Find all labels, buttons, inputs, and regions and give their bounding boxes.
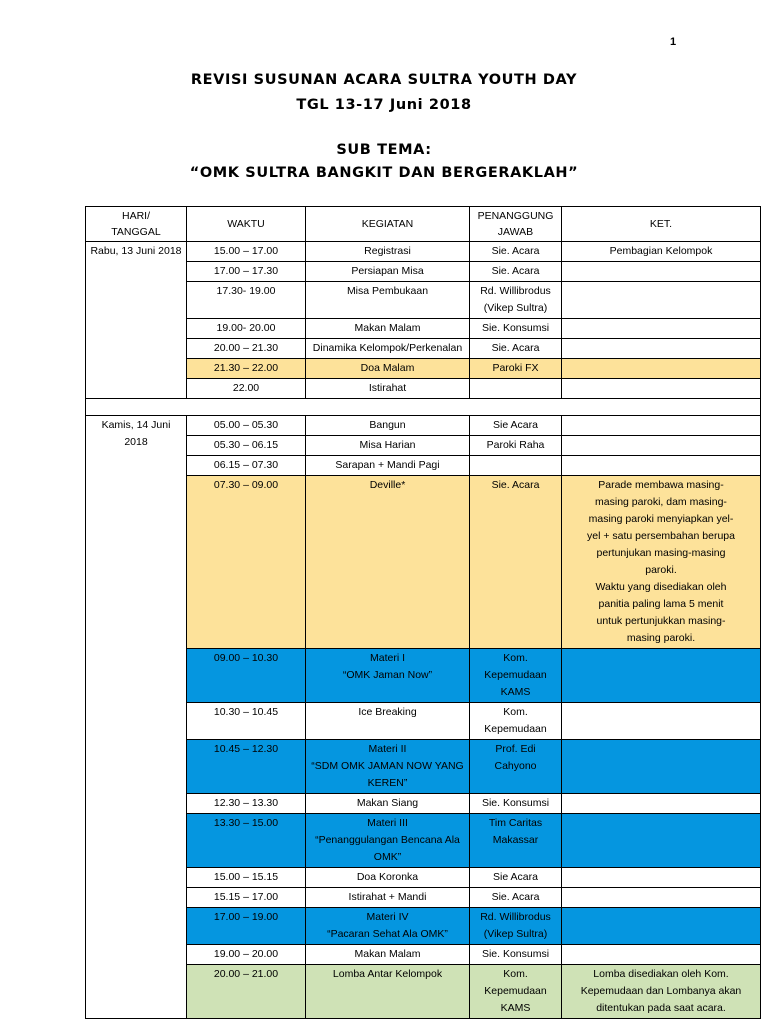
cell-line: Sie. Konsumsi [481, 797, 550, 809]
cell-line: Rd. Willibrodus [480, 285, 551, 297]
time-cell: 06.15 – 07.30 [187, 456, 306, 476]
header-day [86, 207, 187, 242]
cell-line: Prof. Edi [495, 743, 536, 755]
page-number: 1 [670, 36, 677, 48]
time-cell: 17.30- 19.00 [187, 282, 306, 319]
responsible-cell [470, 814, 562, 868]
cell-line: Sie. Acara [491, 891, 540, 903]
note-cell [562, 242, 761, 262]
cell-line: Sarapan + Mandi Pagi [335, 459, 440, 471]
cell-line: “OMK Jaman Now” [342, 669, 433, 681]
header-responsible [470, 207, 562, 242]
time-cell: 13.30 – 15.00 [187, 814, 306, 868]
cell-line: “Pacaran Sehat Ala OMK” [327, 928, 448, 940]
cell-line: Kom. [503, 968, 528, 980]
note-cell [562, 359, 761, 379]
time-cell: 17.00 – 19.00 [187, 908, 306, 945]
activity-cell [306, 319, 470, 339]
time-cell: 10.45 – 12.30 [187, 740, 306, 794]
table-row [86, 649, 761, 703]
activity-cell [306, 436, 470, 456]
responsible-cell [470, 794, 562, 814]
note-cell [562, 649, 761, 703]
cell-line: Persiapan Misa [351, 265, 424, 277]
cell-line: KEREN” [367, 777, 408, 789]
activity-cell [306, 814, 470, 868]
responsible-cell [470, 319, 562, 339]
header-resp-line2: JAWAB [497, 226, 534, 238]
activity-cell [306, 888, 470, 908]
note-cell [562, 319, 761, 339]
time-cell: 21.30 – 22.00 [187, 359, 306, 379]
cell-line: yel + satu persembahan berupa [587, 530, 735, 542]
cell-line: Kepemudaan [484, 723, 547, 735]
note-cell [562, 868, 761, 888]
table-row [86, 794, 761, 814]
cell-line: Kepemudaan [484, 985, 547, 997]
subtheme-label: SUB TEMA: [336, 142, 432, 158]
table-row [86, 703, 761, 740]
cell-line: OMK” [373, 851, 402, 863]
activity-cell [306, 416, 470, 436]
cell-line: Paroki Raha [486, 439, 545, 451]
time-cell: 15.15 – 17.00 [187, 888, 306, 908]
responsible-cell [470, 868, 562, 888]
cell-line: masing paroki, dam masing- [595, 496, 727, 508]
table-row [86, 436, 761, 456]
cell-line: (Vikep Sultra) [483, 302, 548, 314]
cell-line: Registrasi [364, 245, 411, 257]
note-cell [562, 262, 761, 282]
cell-line: (Vikep Sultra) [483, 928, 548, 940]
cell-line: Sie. Konsumsi [481, 322, 550, 334]
time-cell: 05.00 – 05.30 [187, 416, 306, 436]
cell-line: Materi IV [366, 911, 409, 923]
cell-line: Deville* [369, 479, 406, 491]
day-separator-cell [86, 399, 761, 416]
table-row [86, 814, 761, 868]
cell-line: Sie Acara [493, 419, 538, 431]
time-cell: 17.00 – 17.30 [187, 262, 306, 282]
time-cell: 12.30 – 13.30 [187, 794, 306, 814]
table-row [86, 908, 761, 945]
table-row [86, 945, 761, 965]
activity-cell [306, 359, 470, 379]
cell-line: Ice Breaking [358, 706, 417, 718]
cell-line: panitia paling lama 5 menit [598, 598, 724, 610]
note-cell [562, 740, 761, 794]
cell-line: Sie. Acara [491, 245, 540, 257]
time-cell: 22.00 [187, 379, 306, 399]
responsible-cell [470, 416, 562, 436]
activity-cell [306, 649, 470, 703]
header-day-line2: TANGGAL [111, 226, 161, 238]
activity-cell [306, 965, 470, 1019]
cell-line: Kepemudaan dan Lombanya akan [580, 985, 742, 997]
header-activity: KEGIATAN [306, 207, 470, 242]
note-cell [562, 814, 761, 868]
responsible-cell [470, 436, 562, 456]
cell-line: ditentukan pada saat acara. [596, 1002, 726, 1014]
table-row [86, 379, 761, 399]
document-title: REVISI SUSUNAN ACARA SULTRA YOUTH DAY [190, 72, 578, 88]
document-date-range: TGL 13-17 Juni 2018 [296, 97, 472, 113]
note-cell [562, 794, 761, 814]
activity-cell [306, 868, 470, 888]
day-date-cell [86, 242, 187, 399]
cell-line: masing paroki menyiapkan yel- [588, 513, 734, 525]
responsible-cell [470, 262, 562, 282]
table-row [86, 339, 761, 359]
cell-line: Bangun [369, 419, 406, 431]
schedule-body [86, 242, 761, 1019]
activity-cell [306, 456, 470, 476]
responsible-cell [470, 242, 562, 262]
time-cell: 19.00- 20.00 [187, 319, 306, 339]
table-row [86, 282, 761, 319]
cell-line: Rd. Willibrodus [480, 911, 551, 923]
cell-line: Makan Malam [354, 948, 421, 960]
cell-line: Pembagian Kelompok [609, 245, 713, 257]
activity-cell [306, 945, 470, 965]
time-cell: 05.30 – 06.15 [187, 436, 306, 456]
responsible-cell [470, 703, 562, 740]
responsible-cell [470, 740, 562, 794]
time-cell: 15.00 – 17.00 [187, 242, 306, 262]
cell-line: Istirahat [368, 382, 407, 394]
day1-date: Rabu, 13 Juni 2018 [90, 245, 182, 257]
day2-date-line1: Kamis, 14 Juni [101, 419, 171, 431]
table-row [86, 965, 761, 1019]
time-cell: 10.30 – 10.45 [187, 703, 306, 740]
note-cell [562, 888, 761, 908]
table-row [86, 476, 761, 649]
cell-line: untuk pertunjukkan masing- [596, 615, 726, 627]
cell-line: Makan Malam [354, 322, 421, 334]
time-cell: 20.00 – 21.30 [187, 339, 306, 359]
cell-line: “SDM OMK JAMAN NOW YANG [311, 760, 464, 772]
responsible-cell [470, 339, 562, 359]
table-row [86, 868, 761, 888]
note-cell [562, 965, 761, 1019]
day-separator-row [86, 399, 761, 416]
cell-line: Sie. Acara [491, 265, 540, 277]
note-cell [562, 908, 761, 945]
note-cell [562, 282, 761, 319]
cell-line: Misa Pembukaan [346, 285, 429, 297]
cell-line: KAMS [500, 1002, 531, 1014]
cell-line: Materi I [369, 652, 405, 664]
cell-line: “Penanggulangan Bencana Ala [315, 834, 460, 846]
header-note: KET. [562, 207, 761, 242]
responsible-cell [470, 945, 562, 965]
activity-cell [306, 339, 470, 359]
table-row [86, 456, 761, 476]
table-row [86, 416, 761, 436]
cell-line: paroki. [645, 564, 677, 576]
activity-cell [306, 262, 470, 282]
cell-line: masing paroki. [626, 632, 696, 644]
note-cell [562, 476, 761, 649]
day2-date-line2: 2018 [124, 436, 148, 448]
time-cell: 09.00 – 10.30 [187, 649, 306, 703]
responsible-cell [470, 888, 562, 908]
activity-cell [306, 379, 470, 399]
cell-line: Sie. Acara [491, 342, 540, 354]
cell-line: Sie Acara [493, 871, 538, 883]
activity-cell [306, 740, 470, 794]
subtheme-text: “OMK SULTRA BANGKIT DAN BERGERAKLAH” [189, 165, 579, 181]
day-date-cell [86, 416, 187, 1019]
cell-line: Tim Caritas [488, 817, 543, 829]
note-cell [562, 703, 761, 740]
cell-line: Lomba disediakan oleh Kom. [593, 968, 729, 980]
cell-line: Paroki FX [492, 362, 539, 374]
schedule-table [85, 206, 761, 1019]
cell-line: Dinamika Kelompok/Perkenalan [312, 342, 463, 354]
table-row [86, 359, 761, 379]
table-row [86, 888, 761, 908]
cell-line: Misa Harian [359, 439, 416, 451]
note-cell [562, 456, 761, 476]
cell-line: pertunjukan masing-masing [596, 547, 726, 559]
time-cell: 07.30 – 09.00 [187, 476, 306, 649]
cell-line: Kom. [503, 706, 528, 718]
cell-line: Sie. Acara [491, 479, 540, 491]
responsible-cell [470, 456, 562, 476]
note-cell [562, 945, 761, 965]
table-row [86, 242, 761, 262]
table-row [86, 740, 761, 794]
responsible-cell [470, 282, 562, 319]
cell-line: Kepemudaan [484, 669, 547, 681]
table-row [86, 262, 761, 282]
header-day-line1: HARI/ [121, 210, 150, 222]
cell-line: Lomba Antar Kelompok [332, 968, 443, 980]
time-cell: 19.00 – 20.00 [187, 945, 306, 965]
cell-line: Kom. [503, 652, 528, 664]
cell-line: Makassar [492, 834, 539, 846]
cell-line: Waktu yang disediakan oleh [595, 581, 727, 593]
note-cell [562, 436, 761, 456]
cell-line: Materi II [368, 743, 407, 755]
cell-line: Istirahat + Mandi [348, 891, 427, 903]
responsible-cell [470, 379, 562, 399]
note-cell [562, 416, 761, 436]
note-cell [562, 379, 761, 399]
activity-cell [306, 794, 470, 814]
activity-cell [306, 703, 470, 740]
responsible-cell [470, 965, 562, 1019]
cell-line: Makan Siang [356, 797, 419, 809]
activity-cell [306, 242, 470, 262]
time-cell: 15.00 – 15.15 [187, 868, 306, 888]
responsible-cell [470, 649, 562, 703]
header-resp-line1: PENANGGUNG [477, 210, 554, 222]
header-time: WAKTU [187, 207, 306, 242]
cell-line: Cahyono [494, 760, 537, 772]
time-cell: 20.00 – 21.00 [187, 965, 306, 1019]
responsible-cell [470, 359, 562, 379]
cell-line: Doa Malam [360, 362, 415, 374]
responsible-cell [470, 476, 562, 649]
table-header-row [86, 207, 761, 242]
responsible-cell [470, 908, 562, 945]
activity-cell [306, 282, 470, 319]
table-row [86, 319, 761, 339]
cell-line: Sie. Konsumsi [481, 948, 550, 960]
cell-line: KAMS [500, 686, 531, 698]
activity-cell [306, 476, 470, 649]
cell-line: Parade membawa masing- [598, 479, 724, 491]
activity-cell [306, 908, 470, 945]
note-cell [562, 339, 761, 359]
cell-line: Materi III [367, 817, 408, 829]
cell-line: Doa Koronka [356, 871, 419, 883]
